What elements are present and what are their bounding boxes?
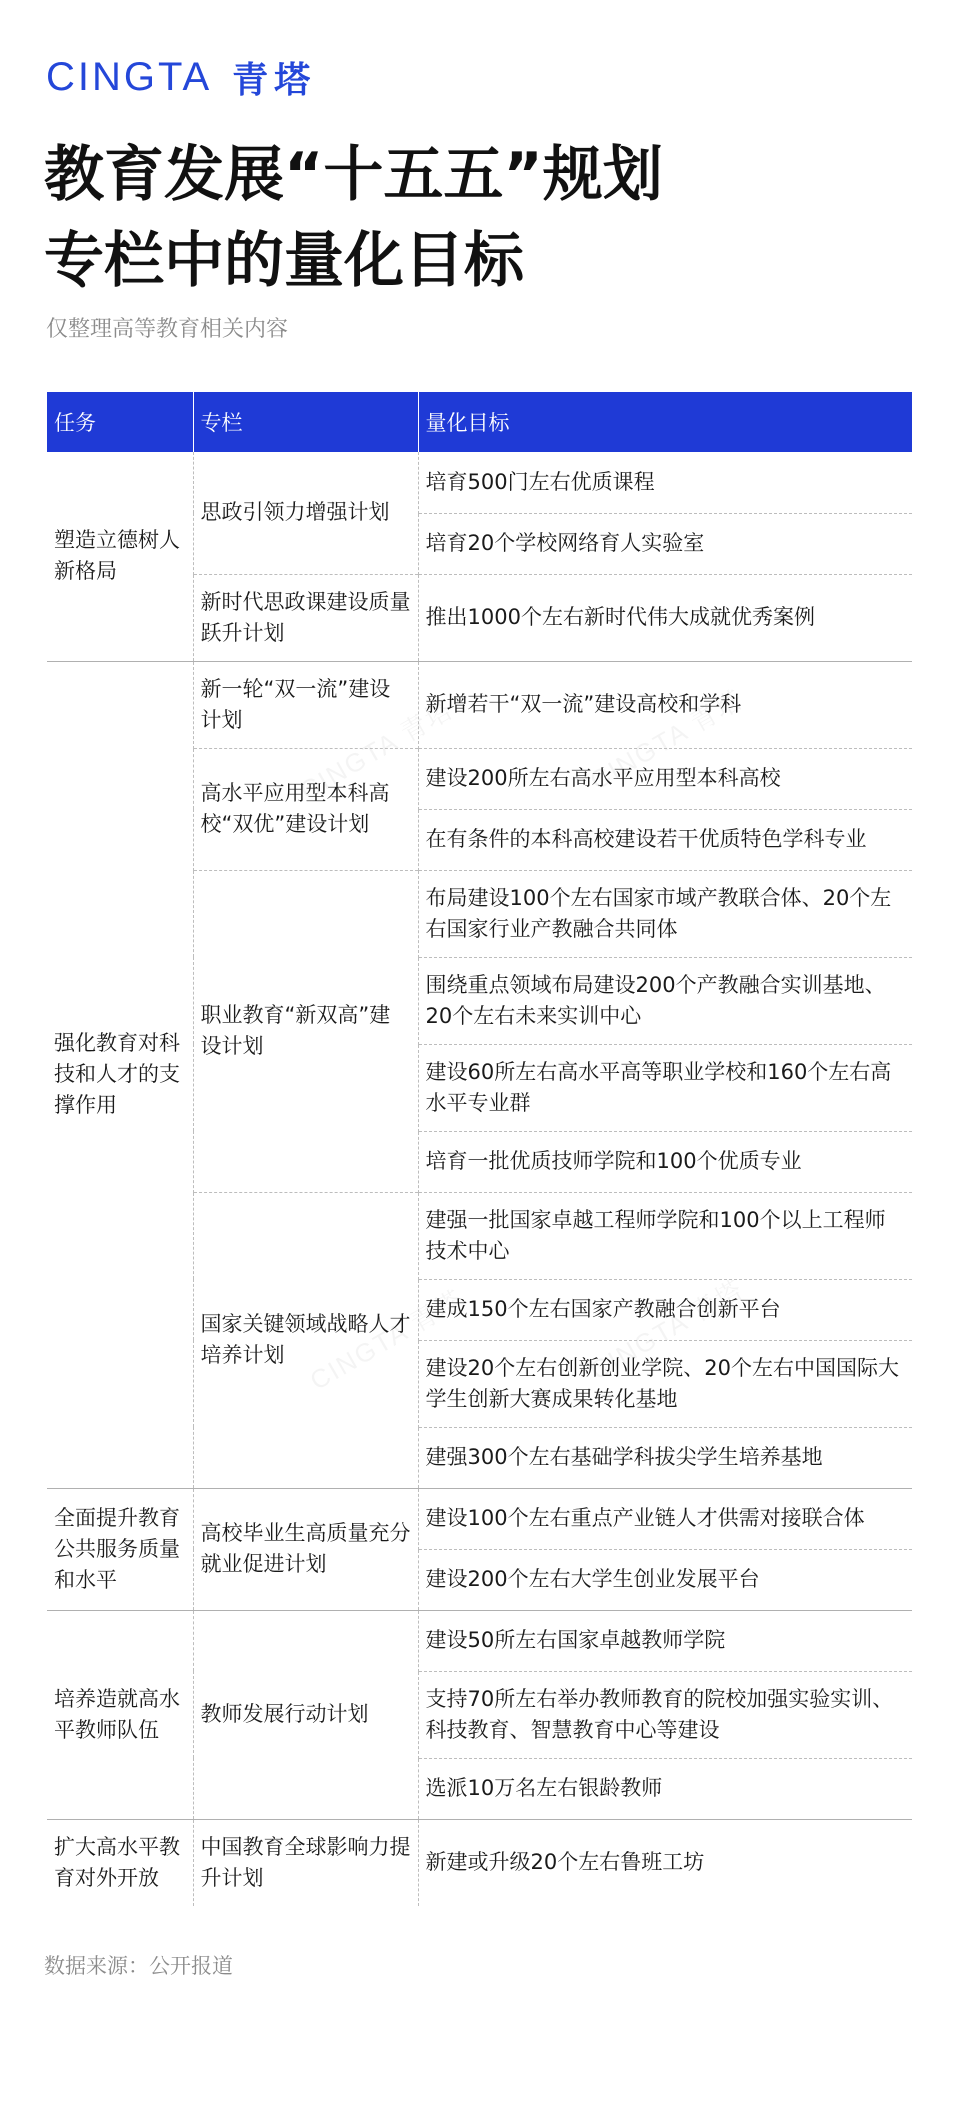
- brand-logo-latin: CINGTA: [46, 55, 213, 99]
- table-row: [47, 1819, 912, 1906]
- column-header-column: 专栏: [193, 392, 418, 452]
- task-cell: 扩大高水平教育对外开放: [47, 1819, 193, 1906]
- target-cell: 建设20个左右创新创业学院、20个左右中国国际大学生创新大赛成果转化基地: [418, 1340, 912, 1427]
- column-cell: 国家关键领域战略人才培养计划: [193, 1192, 418, 1488]
- brand-logo: [46, 52, 316, 103]
- column-header-task: 任务: [47, 392, 193, 452]
- target-cell: 建设100个左右重点产业链人才供需对接联合体: [418, 1488, 912, 1549]
- column-cell: 新一轮“双一流”建设计划: [193, 661, 418, 748]
- task-cell: 强化教育对科技和人才的支撑作用: [47, 661, 193, 1488]
- table-row: [47, 661, 912, 748]
- target-cell: 在有条件的本科高校建设若干优质特色学科专业: [418, 809, 912, 870]
- task-cell: 塑造立德树人新格局: [54, 528, 180, 584]
- page-title: [44, 132, 663, 304]
- column-cell: 高校毕业生高质量充分就业促进计划: [193, 1488, 418, 1610]
- target-cell: 建设200个左右大学生创业发展平台: [418, 1549, 912, 1610]
- target-cell: 支持70所左右举办教师教育的院校加强实验实训、科技教育、智慧教育中心等建设: [418, 1671, 912, 1758]
- task-cell: 培养造就高水平教师队伍: [47, 1610, 193, 1819]
- table-row: [47, 1488, 912, 1549]
- target-cell: 建设200所左右高水平应用型本科高校: [418, 748, 912, 809]
- page-title-line-2: 专栏中的量化目标: [44, 226, 524, 296]
- target-cell: 培育一批优质技师学院和100个优质专业: [418, 1131, 912, 1192]
- target-cell: 新建或升级20个左右鲁班工坊: [418, 1819, 912, 1906]
- target-cell: 新增若干“双一流”建设高校和学科: [418, 661, 912, 748]
- target-cell: 培育20个学校网络育人实验室: [418, 513, 912, 574]
- column-cell: 新时代思政课建设质量跃升计划: [193, 574, 418, 661]
- data-source-note: 数据来源：公开报道: [44, 1954, 233, 1978]
- task-cell: 全面提升教育公共服务质量和水平: [47, 1488, 193, 1610]
- target-cell: 选派10万名左右银龄教师: [418, 1758, 912, 1819]
- target-cell: 围绕重点领域布局建设200个产教融合实训基地、20个左右未来实训中心: [418, 957, 912, 1044]
- column-cell: 中国教育全球影响力提升计划: [193, 1819, 418, 1906]
- column-cell: 思政引领力增强计划: [193, 452, 418, 574]
- page-title-line-1: 教育发展“十五五”规划: [44, 140, 663, 210]
- target-cell: 建强一批国家卓越工程师学院和100个以上工程师技术中心: [418, 1192, 912, 1279]
- target-cell: 建设50所左右国家卓越教师学院: [418, 1610, 912, 1671]
- table-row: [47, 452, 912, 513]
- quantified-targets-table: [47, 392, 912, 1906]
- table-header-row: [47, 392, 912, 452]
- table-row: [47, 1610, 912, 1671]
- target-cell: 建强300个左右基础学科拔尖学生培养基地: [418, 1427, 912, 1488]
- page-subtitle: 仅整理高等教育相关内容: [46, 317, 289, 342]
- target-cell: 布局建设100个左右国家市域产教联合体、20个左右国家行业产教融合共同体: [418, 870, 912, 957]
- column-cell: 职业教育“新双高”建设计划: [193, 870, 418, 1192]
- target-cell: 建设60所左右高水平高等职业学校和160个左右高水平专业群: [418, 1044, 912, 1131]
- column-cell: 高水平应用型本科高校“双优”建设计划: [193, 748, 418, 870]
- target-cell: 建成150个左右国家产教融合创新平台: [418, 1279, 912, 1340]
- column-header-target: 量化目标: [418, 392, 912, 452]
- column-cell: 教师发展行动计划: [193, 1610, 418, 1819]
- target-cell: 推出1000个左右新时代伟大成就优秀案例: [418, 574, 912, 661]
- brand-logo-chinese: 青塔: [232, 60, 317, 101]
- target-cell: 培育500门左右优质课程: [418, 452, 912, 513]
